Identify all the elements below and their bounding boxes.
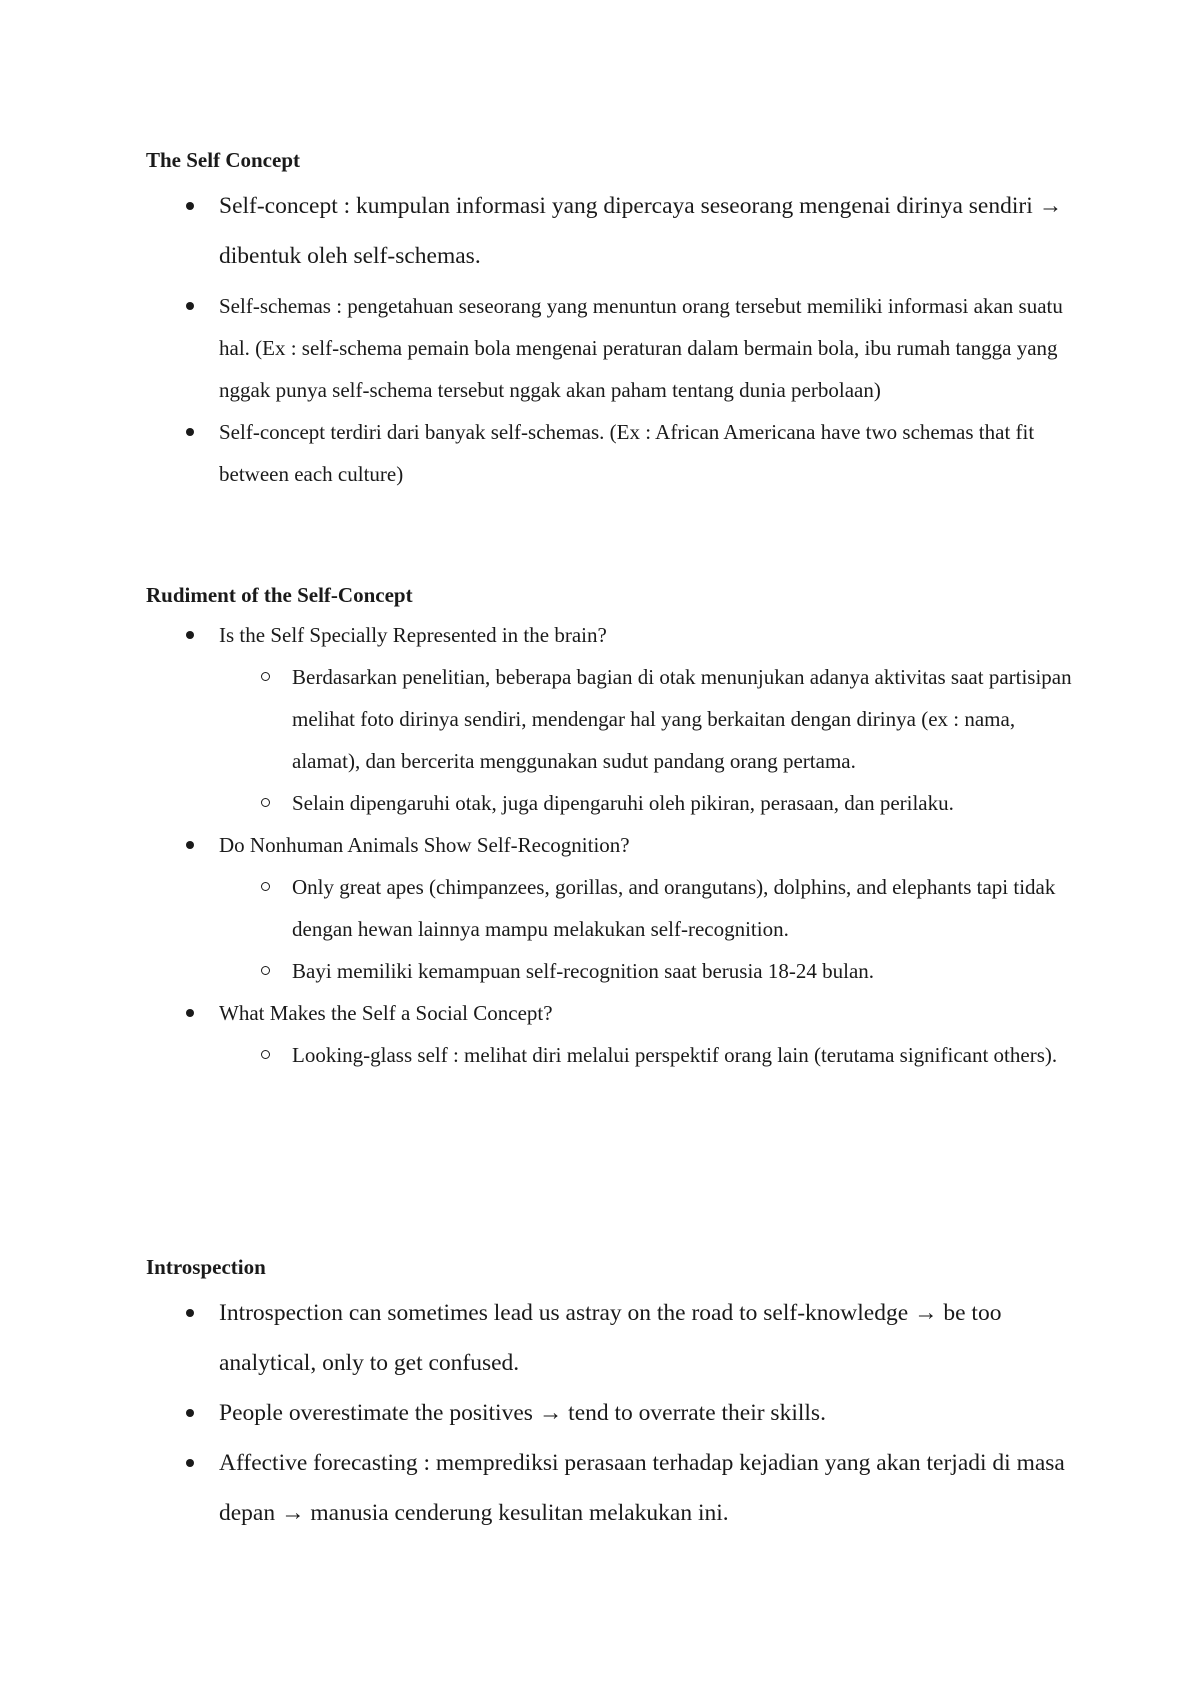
- sub-list-item: Bayi memiliki kemampuan self-recognition saat berusia 18-24 bulan.: [146, 950, 1086, 992]
- list-item: Affective forecasting : memprediksi perasaan terhadap kejadian yang akan terjadi di masa depan → manusia cenderung kesulitan melakukan ini.: [146, 1438, 1086, 1538]
- list-item: Is the Self Specially Represented in the brain?: [146, 614, 1086, 656]
- section-heading: Rudiment of the Self-Concept: [146, 583, 413, 607]
- list-item: Self-schemas : pengetahuan seseorang yang menuntun orang tersebut memiliki informasi akan suatu hal. (Ex : self-schema pemain bola mengenai peraturan dalam bermain bola, ibu rumah tangga yang nggak punya self-schema tersebut nggak akan paham tentang dunia perbolaan): [146, 285, 1086, 411]
- bullet-list: [146, 181, 1086, 495]
- list-item: Self-concept : kumpulan informasi yang dipercaya seseorang mengenai dirinya sendiri → dibentuk oleh self-schemas.: [146, 181, 1086, 281]
- section-introspection: [146, 1252, 1086, 1538]
- list-item: What Makes the Self a Social Concept?: [146, 992, 1086, 1034]
- bullet-list: [146, 614, 1086, 1076]
- sub-list-item: Berdasarkan penelitian, beberapa bagian di otak menunjukan adanya aktivitas saat partisipan melihat foto dirinya sendiri, mendengar hal yang berkaitan dengan dirinya (ex : nama, alamat), dan bercerita menggunakan sudut pandang orang pertama.: [146, 656, 1086, 782]
- bullet-list: [146, 1288, 1086, 1538]
- section-heading: The Self Concept: [146, 148, 300, 172]
- sub-list-item: Only great apes (chimpanzees, gorillas, and orangutans), dolphins, and elephants tapi tidak dengan hewan lainnya mampu melakukan self-recognition.: [146, 866, 1086, 950]
- section-self-concept: [146, 145, 1086, 495]
- section-rudiment: [146, 580, 1086, 1076]
- section-heading: Introspection: [146, 1255, 266, 1279]
- list-item: Introspection can sometimes lead us astray on the road to self-knowledge → be too analytical, only to get confused.: [146, 1288, 1086, 1388]
- sub-list-item: Looking-glass self : melihat diri melalui perspektif orang lain (terutama significant others).: [146, 1034, 1086, 1076]
- list-item: Do Nonhuman Animals Show Self-Recognition?: [146, 824, 1086, 866]
- list-item: Self-concept terdiri dari banyak self-schemas. (Ex : African Americana have two schemas that fit between each culture): [146, 411, 1086, 495]
- sub-list-item: Selain dipengaruhi otak, juga dipengaruhi oleh pikiran, perasaan, dan perilaku.: [146, 782, 1086, 824]
- list-item: People overestimate the positives → tend to overrate their skills.: [146, 1388, 1086, 1438]
